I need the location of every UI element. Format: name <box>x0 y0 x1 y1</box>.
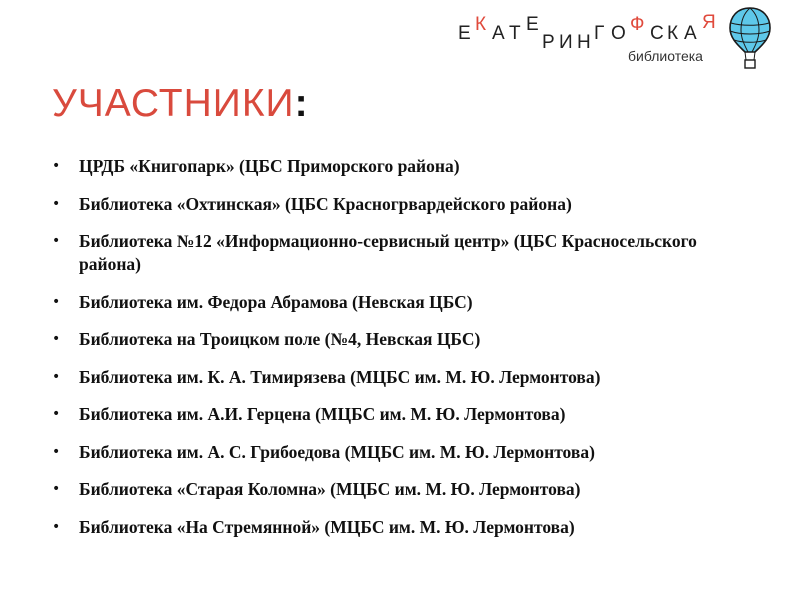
list-item <box>52 193 752 216</box>
hot-air-balloon-icon <box>727 6 773 72</box>
list-item-text: Библиотека «Старая Коломна» (МЦБС им. М. Ю. Лермонтова) <box>79 479 581 499</box>
list-item-text: Библиотека «Охтинская» (ЦБС Красногрвардейского района) <box>79 193 572 214</box>
logo-letter: Ф <box>630 14 645 35</box>
list-item-text: Библиотека им. А. С. Грибоедова (МЦБС им. М. Ю. Лермонтова) <box>79 441 595 462</box>
bullet: • <box>52 481 61 497</box>
logo-letter: С <box>650 23 664 44</box>
logo-letter: Р <box>542 32 555 53</box>
bullet: • <box>52 233 61 249</box>
list-item <box>52 441 752 464</box>
list-item-text: Библиотека «На Стремянной» (МЦБС им. М. Ю. Лермонтова) <box>79 516 575 537</box>
logo-letter: Е <box>458 23 471 44</box>
list-item <box>52 516 752 539</box>
bullet: • <box>52 158 61 174</box>
participants-list <box>52 155 752 553</box>
logo-subtitle: библиотека <box>628 48 703 64</box>
list-item <box>52 155 752 178</box>
bullet: • <box>52 443 61 460</box>
bullet: • <box>52 368 61 385</box>
list-item-text: Библиотека им. К. А. Тимирязева (МЦБС им. М. Ю. Лермонтова) <box>79 366 601 387</box>
logo-letter: К <box>667 23 679 44</box>
title-text: УЧАСТНИКИ <box>52 82 295 125</box>
list-item-text: Библиотека №12 «Информационно-сервисный центр» (ЦБС Красносельского района) <box>79 231 697 274</box>
list-item-text: Библиотека на Троицком поле (№4, Невская ЦБС) <box>79 329 481 349</box>
list-item <box>52 366 752 389</box>
list-item-text: Библиотека им. Федора Абрамова (Невская ЦБС) <box>79 291 473 312</box>
title-colon: : <box>294 82 309 125</box>
logo-letter: А <box>684 23 697 44</box>
list-item <box>52 291 752 314</box>
logo-letter: Н <box>577 32 591 53</box>
logo-letter: Я <box>702 12 716 33</box>
logo-letter: А <box>492 23 505 44</box>
list-item <box>52 478 752 501</box>
logo-letter: И <box>559 32 573 53</box>
bullet: • <box>52 293 61 310</box>
page-title <box>52 82 309 126</box>
bullet: • <box>52 518 61 535</box>
library-logo <box>458 6 778 76</box>
list-item <box>52 403 752 426</box>
list-item <box>52 328 752 351</box>
bullet: • <box>52 331 61 347</box>
logo-letter: Е <box>526 14 539 35</box>
logo-letter: К <box>475 14 487 35</box>
logo-letter: Т <box>509 23 521 44</box>
list-item-text: Библиотека им. А.И. Герцена (МЦБС им. М. Ю. Лермонтова) <box>79 404 566 424</box>
list-item-text: ЦРДБ «Книгопарк» (ЦБС Приморского района) <box>79 156 460 176</box>
bullet: • <box>52 195 61 212</box>
list-item <box>52 230 752 276</box>
logo-letter: О <box>611 23 626 44</box>
logo-letter: Г <box>594 23 605 44</box>
bullet: • <box>52 406 61 422</box>
